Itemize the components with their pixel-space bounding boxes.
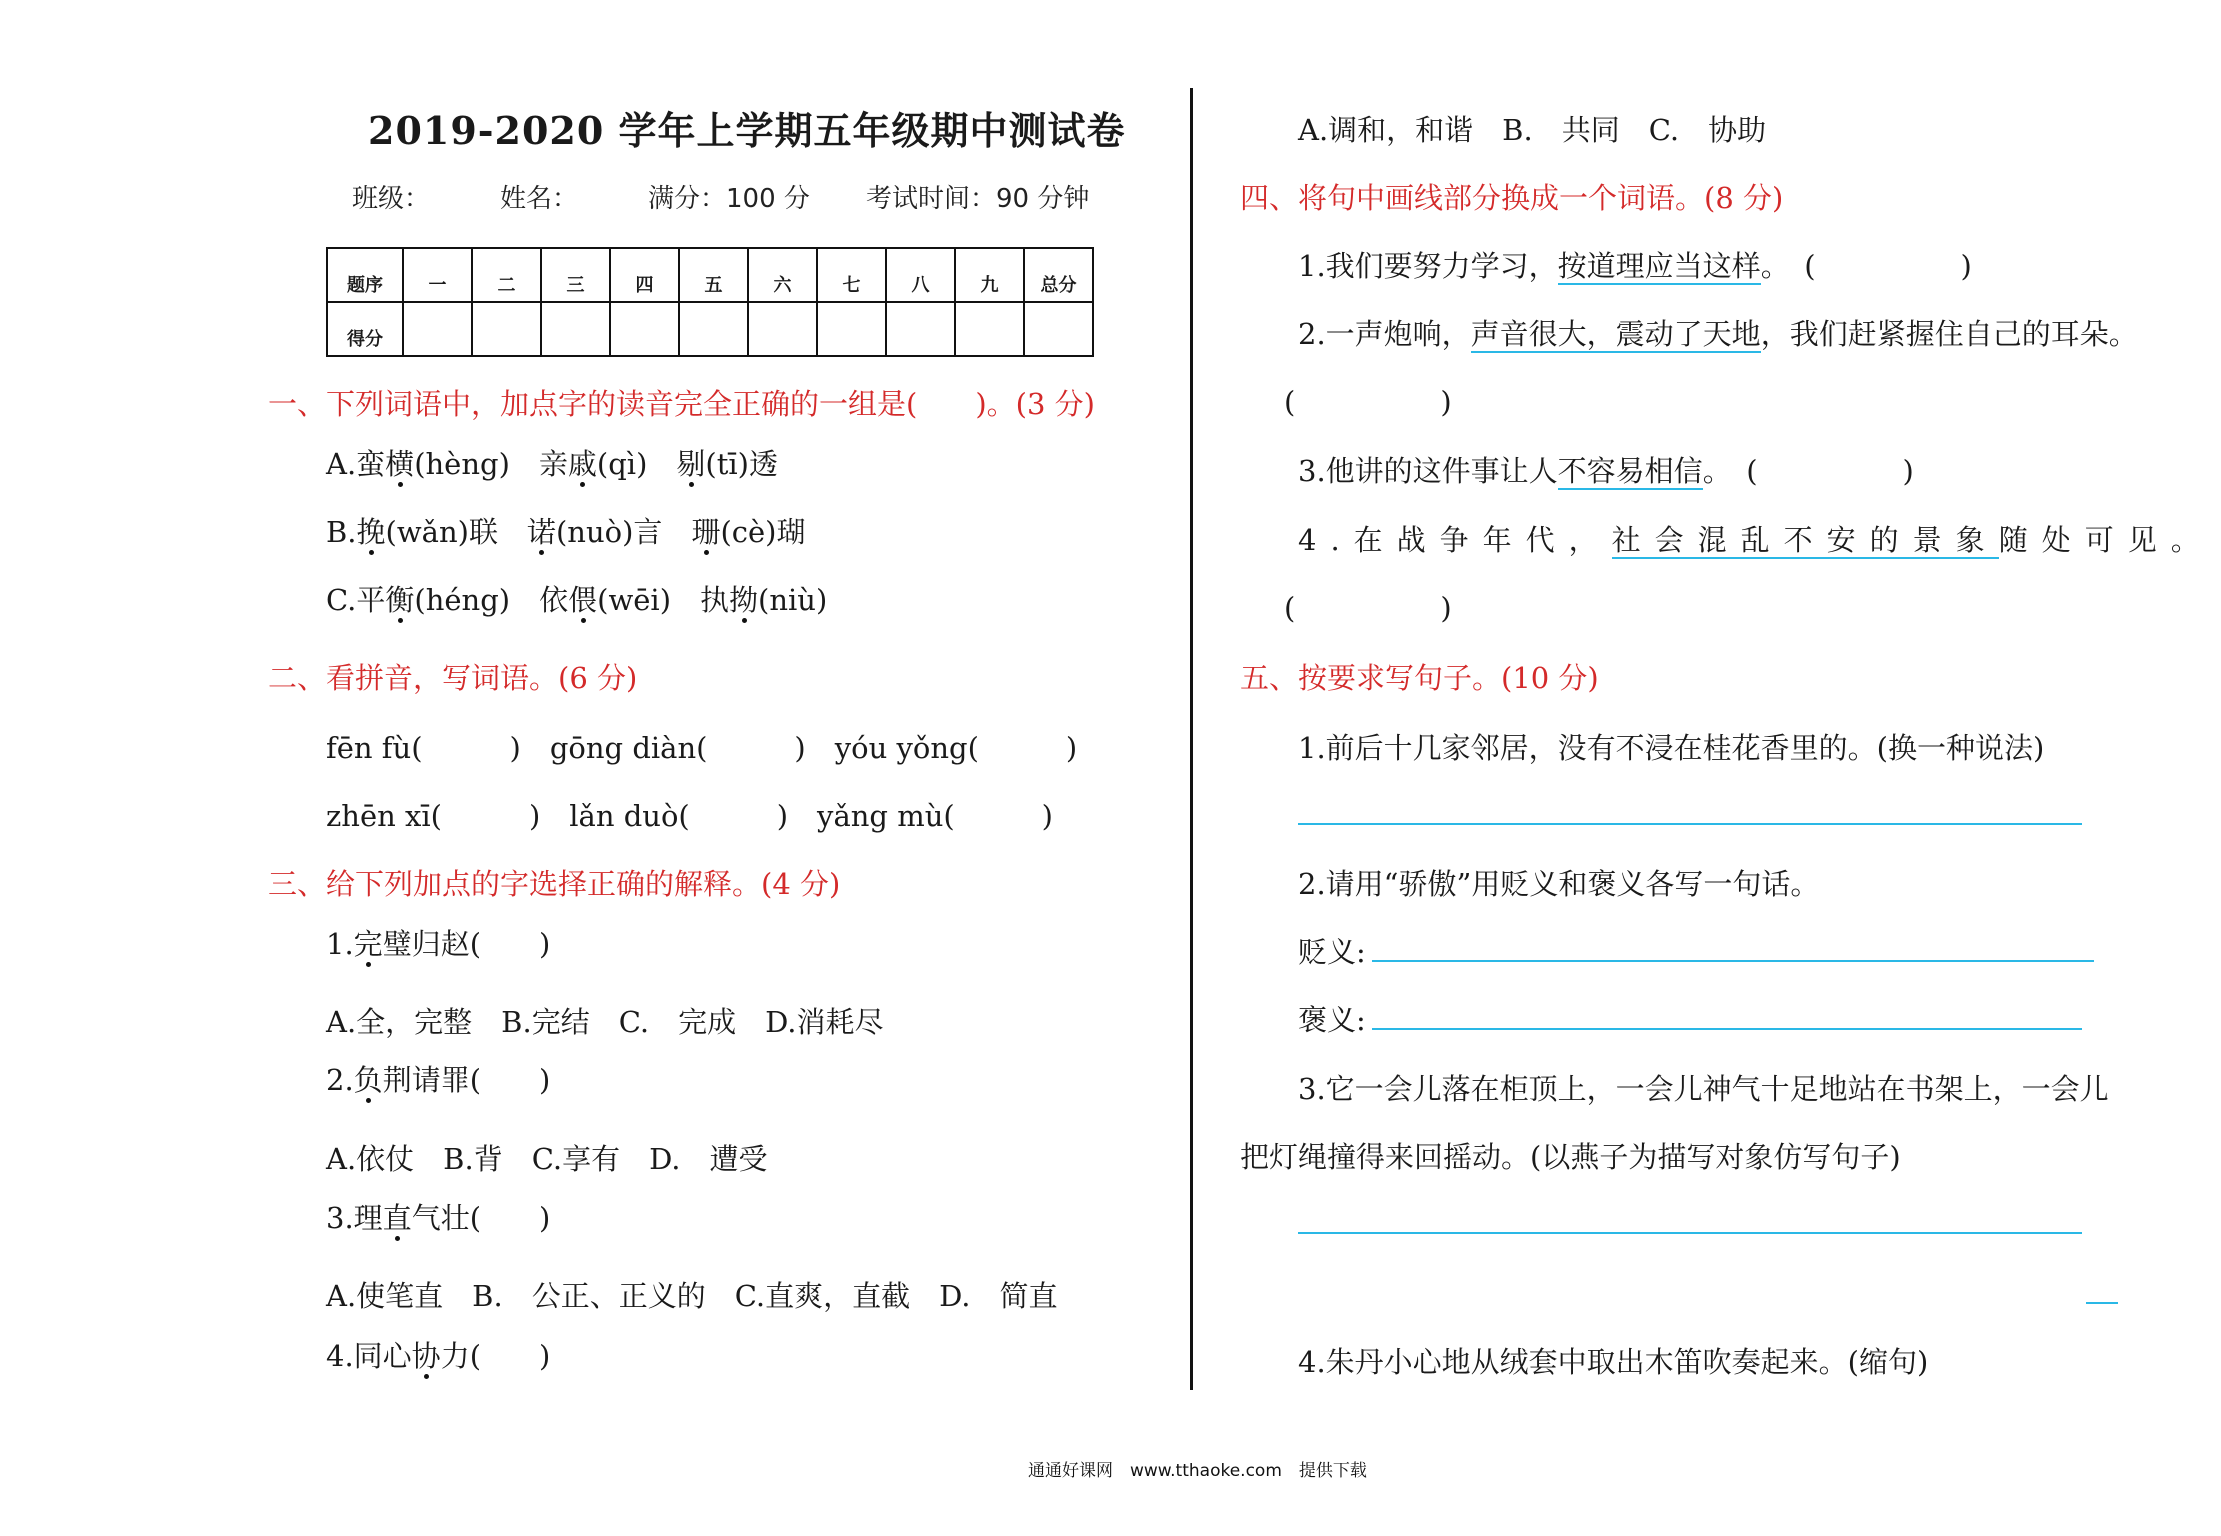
q1-a-dotted-char: 戚 <box>567 447 597 481</box>
exam-time: 考试时间：90 分钟 <box>866 184 1090 214</box>
column-divider <box>1190 88 1193 1390</box>
page-title: 2019-2020 学年上学期五年级期中测试卷 <box>368 108 1126 153</box>
q3-item-text: 力( ) <box>440 1339 551 1373</box>
q1-b-dotted-char: 挽 <box>356 515 386 549</box>
score-header-cell: 四 <box>610 248 679 302</box>
q3-item-3 <box>326 1196 550 1237</box>
score-table <box>326 247 1094 357</box>
q3-item-4 <box>326 1334 550 1375</box>
q3-item-1-options: A.全，完整 B.完结 C. 完成 D.消耗尽 <box>326 1005 884 1039</box>
q3-item-3-options: A.使笔直 B. 公正、正义的 C.直爽，直截 D. 简直 <box>326 1279 1058 1313</box>
score-table-score-row <box>327 302 1093 356</box>
q4-sentence-4-blank[interactable]: ( ) <box>1284 591 1452 625</box>
score-header-cell: 八 <box>886 248 955 302</box>
q1-a-dotted-char: 剔 <box>676 447 706 481</box>
q5-baoyi-label: 褒义: <box>1298 1003 1366 1037</box>
q4-text: ，我们赶紧握住自己的耳朵。 <box>1760 317 2138 351</box>
score-table-header-row <box>327 248 1093 302</box>
score-cell[interactable] <box>1024 302 1093 356</box>
q1-c-dotted-char: 拗 <box>729 583 759 617</box>
q5-sentence-1: 1.前后十几家邻居，没有不浸在桂花香里的。(换一种说法) <box>1298 731 2045 765</box>
q5-sentence-4: 4.朱丹小心地从绒套中取出木笛吹奏起来。(缩句) <box>1298 1345 1929 1379</box>
q1-b-text: (cè)瑚 <box>720 515 806 549</box>
q3-item-text: 3.理 <box>326 1201 383 1235</box>
q2-row-1: fēn fù( ) gōng diàn( ) yóu yǒng( ) <box>326 731 1078 765</box>
q4-text: 2.一声炮响， <box>1298 317 1471 351</box>
q2-row-2: zhēn xī( ) lǎn duò( ) yǎng mù( ) <box>326 799 1053 833</box>
q5-answer-line-1[interactable] <box>1298 823 2082 825</box>
score-cell[interactable] <box>403 302 472 356</box>
score-header-cell: 三 <box>541 248 610 302</box>
q5-bianyi-line[interactable] <box>1372 960 2094 962</box>
q1-c-text: (niù) <box>758 583 828 617</box>
q3-item-text: 荆请罪( ) <box>382 1063 551 1097</box>
q3-item-text: 气壮( ) <box>411 1201 551 1235</box>
q1-heading: 一、下列词语中，加点字的读音完全正确的一组是( )。(3 分) <box>268 387 1095 421</box>
q4-text: 4.在战争年代， <box>1298 523 1612 557</box>
q1-c-text: (wēi) 执 <box>597 583 730 617</box>
q4-text: 。 ( ) <box>1702 454 1914 488</box>
q3-item-text: 1. <box>326 927 354 961</box>
score-header-cell: 六 <box>748 248 817 302</box>
q1-b-dotted-char: 珊 <box>691 515 721 549</box>
score-header-cell: 七 <box>817 248 886 302</box>
q3-item-text: 2. <box>326 1063 354 1097</box>
q5-answer-line-3-end[interactable] <box>2086 1302 2118 1304</box>
q1-c-dotted-char: 偎 <box>568 583 598 617</box>
q1-a-text: (tī)透 <box>705 447 778 481</box>
q4-text: 1.我们要努力学习， <box>1298 249 1558 283</box>
full-score: 满分：100 分 <box>648 184 810 214</box>
q3-item-1 <box>326 922 550 963</box>
q4-underlined-phrase: 声音很大，震动了天地 <box>1470 317 1761 351</box>
q1-a-text: A.蛮 <box>326 447 386 481</box>
score-header-cell: 总分 <box>1024 248 1093 302</box>
score-cell[interactable] <box>748 302 817 356</box>
score-cell[interactable] <box>817 302 886 356</box>
q4-sentence-2-blank[interactable]: ( ) <box>1284 385 1452 419</box>
score-header-cell: 九 <box>955 248 1024 302</box>
score-cell[interactable] <box>955 302 1024 356</box>
q4-underlined-phrase: 按道理应当这样 <box>1557 249 1761 283</box>
q4-text: 随处可见。 <box>1998 523 2214 557</box>
q4-sentence-2 <box>1298 312 2138 353</box>
score-header-cell: 一 <box>403 248 472 302</box>
q4-sentence-3 <box>1298 449 1914 490</box>
q1-a-text: (hèng) 亲 <box>414 447 568 481</box>
class-label: 班级： <box>352 184 431 214</box>
q4-sentence-1 <box>1298 244 1972 285</box>
score-cell[interactable] <box>886 302 955 356</box>
q4-underlined-phrase: 不容易相信 <box>1557 454 1703 488</box>
score-header-cell: 五 <box>679 248 748 302</box>
q5-sentence-3-line-2: 把灯绳撞得来回摇动。(以燕子为描写对象仿写句子) <box>1240 1140 1901 1174</box>
q3-item-4-options: A.调和，和谐 B. 共同 C. 协助 <box>1298 113 1767 147</box>
q1-a-dotted-char: 横 <box>385 447 415 481</box>
q5-sentence-2: 2.请用“骄傲”用贬义和褒义各写一句话。 <box>1298 867 1820 901</box>
q1-b-text: B. <box>326 515 357 549</box>
q3-heading: 三、给下列加点的字选择正确的解释。(4 分) <box>268 867 841 901</box>
q3-dotted-char: 负 <box>353 1063 383 1097</box>
q3-dotted-char: 直 <box>382 1201 412 1235</box>
q1-c-text: (héng) 依 <box>414 583 569 617</box>
q5-answer-line-3[interactable] <box>1298 1232 2082 1234</box>
score-header-cell: 二 <box>472 248 541 302</box>
q3-dotted-char: 完 <box>353 927 383 961</box>
q3-item-2-options: A.依仗 B.背 C.享有 D. 遭受 <box>326 1142 768 1176</box>
q4-text: 3.他讲的这件事让人 <box>1298 454 1558 488</box>
q1-option-c <box>326 578 827 619</box>
q3-item-text: 璧归赵( ) <box>382 927 551 961</box>
score-cell[interactable] <box>610 302 679 356</box>
q1-c-dotted-char: 衡 <box>385 583 415 617</box>
q4-sentence-4 <box>1298 518 2214 559</box>
q5-baoyi-line[interactable] <box>1372 1028 2082 1030</box>
name-label: 姓名： <box>500 184 579 214</box>
q5-heading: 五、按要求写句子。(10 分) <box>1240 661 1599 695</box>
q4-underlined-phrase: 社会混乱不安的景象 <box>1611 523 1999 557</box>
q3-item-text: 4.同心 <box>326 1339 412 1373</box>
score-row-label: 得分 <box>327 302 403 356</box>
q1-b-dotted-char: 诺 <box>526 515 556 549</box>
q4-text: 。 ( ) <box>1760 249 1972 283</box>
q2-heading: 二、看拼音，写词语。(6 分) <box>268 661 638 695</box>
q5-sentence-3-line-1: 3.它一会儿落在柜顶上，一会儿神气十足地站在书架上，一会儿 <box>1298 1072 2109 1106</box>
q1-c-text: C.平 <box>326 583 386 617</box>
q1-a-text: (qì) <box>596 447 677 481</box>
q3-dotted-char: 协 <box>411 1339 441 1373</box>
score-header-cell: 题序 <box>327 248 403 302</box>
score-cell[interactable] <box>541 302 610 356</box>
q1-b-text: (wǎn)联 <box>385 515 527 549</box>
page-footer: 通通好课网 www.tthaoke.com 提供下载 <box>1028 1461 1367 1481</box>
q4-heading: 四、将句中画线部分换成一个词语。(8 分) <box>1240 181 1784 215</box>
q1-option-a <box>326 442 778 483</box>
q3-item-2 <box>326 1058 550 1099</box>
q5-bianyi-label: 贬义: <box>1298 935 1366 969</box>
q1-b-text: (nuò)言 <box>555 515 692 549</box>
score-cell[interactable] <box>472 302 541 356</box>
q1-option-b <box>326 510 806 551</box>
score-cell[interactable] <box>679 302 748 356</box>
